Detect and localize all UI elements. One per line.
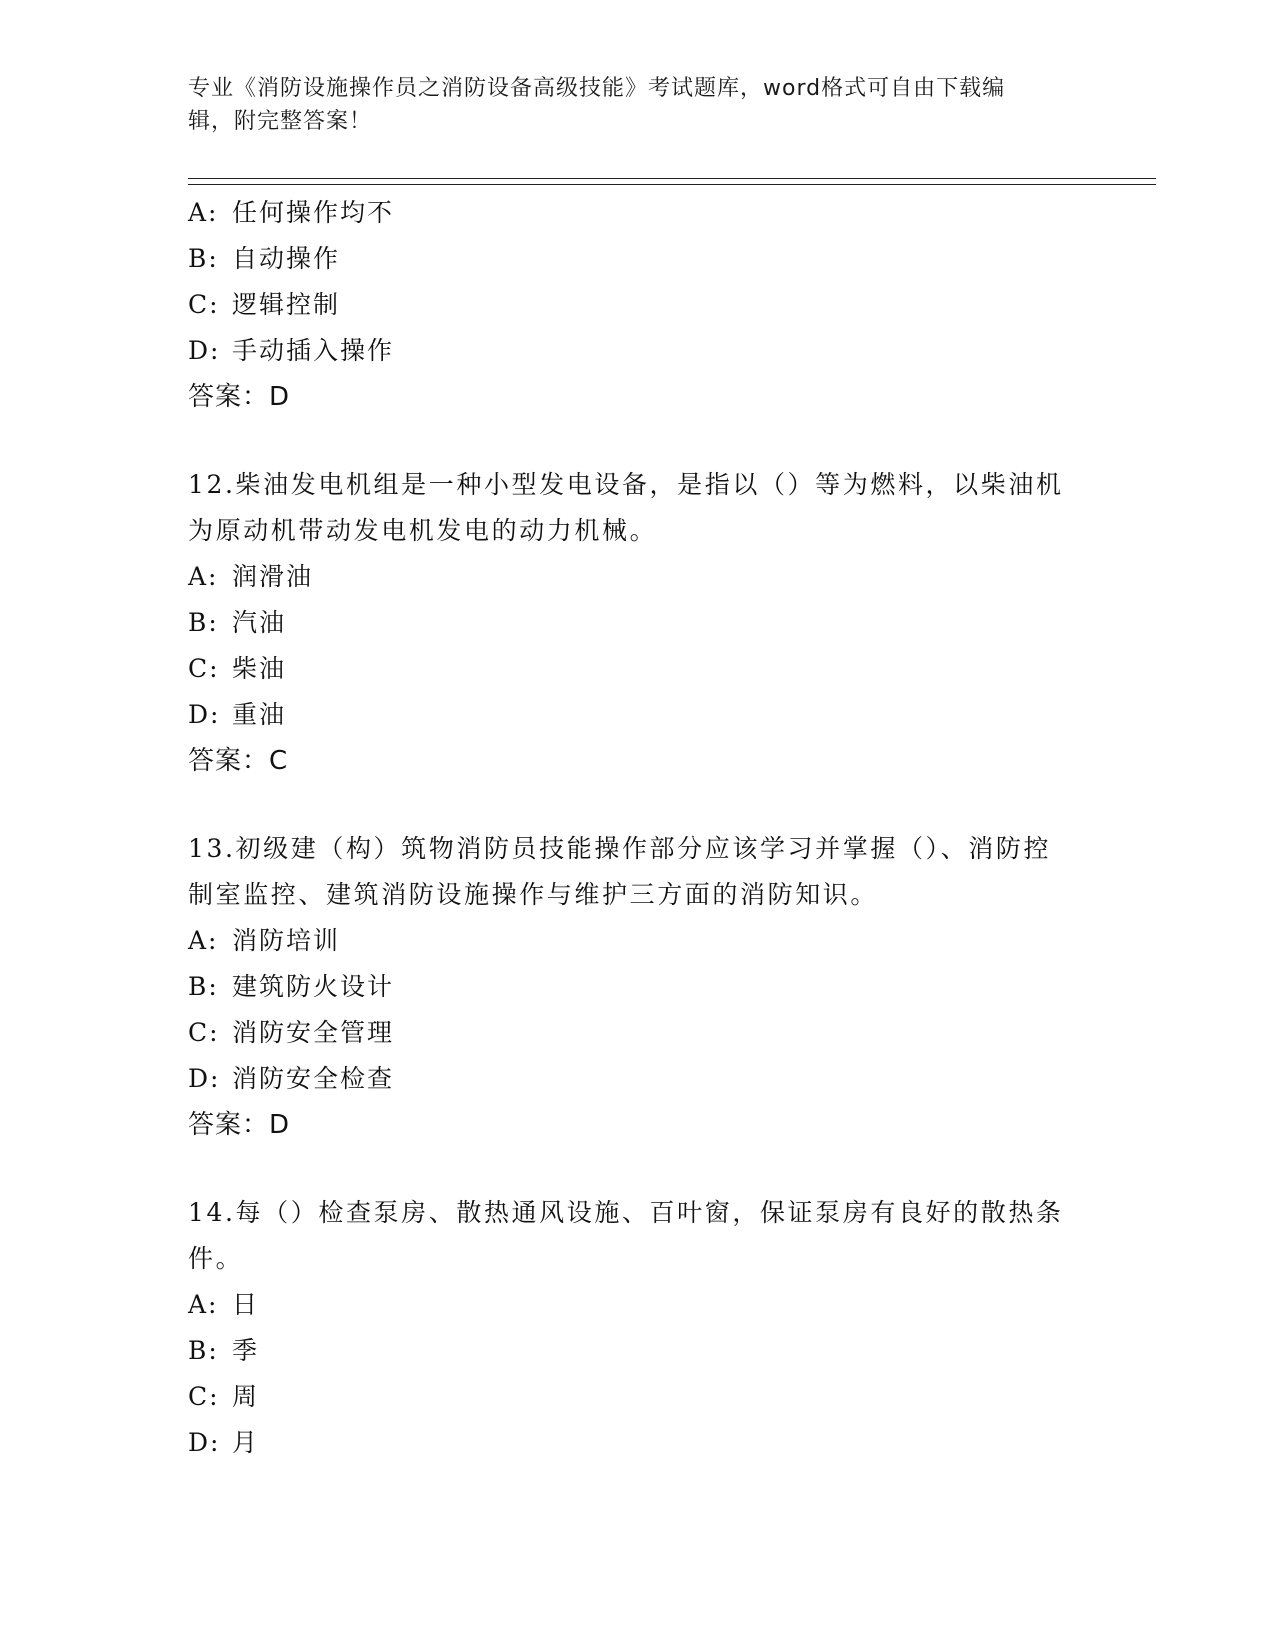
question-13 [188,826,1088,1148]
option-label: B: [188,244,219,273]
option-text: 消防培训 [232,926,341,955]
option-text: 重油 [232,700,287,729]
option-text: 周 [232,1382,260,1411]
option-text: 逻辑控制 [232,290,341,319]
option-label: D: [188,1064,221,1093]
option-text: 消防安全管理 [232,1018,395,1047]
option-label: B: [188,972,219,1001]
option-label: B: [188,608,219,637]
answer-line: 答案：D [188,382,291,412]
option-label: B: [188,1336,219,1365]
question-12 [188,462,1088,784]
option-label: C: [188,290,220,319]
option-c [188,1010,1088,1056]
option-c [188,282,1088,328]
question-stem: 14.每（）检查泵房、散热通风设施、百叶窗，保证泵房有良好的散热条件。 [188,1198,1064,1273]
question-stem: 13.初级建（构）筑物消防员技能操作部分应该学习并掌握（）、消防控制室监控、建筑消防设施操作与维护三方面的消防知识。 [188,834,1052,909]
option-c [188,1374,1088,1420]
option-label: D: [188,1428,221,1457]
option-label: C: [188,1382,220,1411]
option-label: A: [188,1290,219,1319]
option-d [188,1056,1088,1102]
option-text: 汽油 [232,608,287,637]
option-text: 润滑油 [232,562,314,591]
option-label: D: [188,700,221,729]
question-list [188,190,1088,1466]
option-text: 自动操作 [232,244,341,273]
question-11-tail [188,190,1088,420]
option-label: A: [188,926,219,955]
option-a [188,190,1088,236]
option-text: 日 [232,1290,260,1319]
header-divider-top [188,178,1156,179]
header-divider-bottom [188,184,1156,185]
option-d [188,692,1088,738]
option-label: D: [188,336,221,365]
option-a [188,554,1088,600]
option-b [188,1328,1088,1374]
option-text: 月 [232,1428,260,1457]
option-b [188,964,1088,1010]
option-d [188,1420,1088,1466]
option-a [188,918,1088,964]
option-text: 消防安全检查 [232,1064,395,1093]
answer-line: 答案：C [188,746,289,776]
question-14 [188,1190,1088,1466]
option-b [188,600,1088,646]
option-text: 柴油 [232,654,287,683]
option-text: 手动插入操作 [232,336,395,365]
header-line-1: 专业《消防设施操作员之消防设备高级技能》考试题库，word格式可自由下载编 [188,76,1006,101]
option-text: 季 [232,1336,260,1365]
option-a [188,1282,1088,1328]
option-d [188,328,1088,374]
option-label: C: [188,654,220,683]
document-header [188,72,1068,138]
question-stem: 12.柴油发电机组是一种小型发电设备，是指以（）等为燃料，以柴油机为原动机带动发电机发电的动力机械。 [188,470,1064,545]
answer-line: 答案：D [188,1110,291,1140]
header-line-2: 辑，附完整答案！ [188,109,373,134]
option-c [188,646,1088,692]
option-text: 任何操作均不 [232,198,395,227]
option-label: C: [188,1018,220,1047]
option-label: A: [188,562,219,591]
option-text: 建筑防火设计 [232,972,395,1001]
option-b [188,236,1088,282]
option-label: A: [188,198,219,227]
